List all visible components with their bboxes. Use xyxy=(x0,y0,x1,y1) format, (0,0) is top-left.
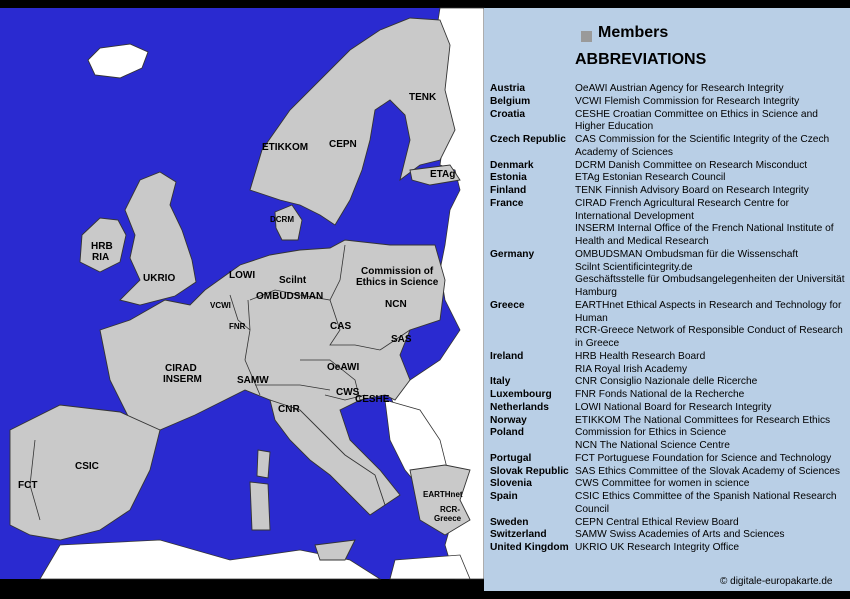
abbreviation-country: Croatia xyxy=(490,108,526,120)
map-label-cepn: CEPN xyxy=(329,139,357,150)
abbreviation-description: CESHE Croatian Committee on Ethics in Science and Higher Education xyxy=(575,108,818,133)
map-label-fct: FCT xyxy=(18,480,38,491)
members-legend-swatch xyxy=(581,31,592,42)
abbreviation-country: United Kingdom xyxy=(490,542,569,553)
map-label-samw: SAMW xyxy=(237,375,269,386)
corsica xyxy=(257,450,270,478)
abbreviation-row xyxy=(490,364,846,377)
abbreviations-list xyxy=(490,83,846,555)
map-label-lowi: LOWI xyxy=(229,270,256,281)
abbreviation-country: Slovak Republic xyxy=(490,465,569,477)
abbreviation-row xyxy=(490,542,846,555)
abbreviation-description: ETAg Estonian Research Council xyxy=(575,172,726,184)
abbreviation-description: RIA Royal Irish Academy xyxy=(575,363,688,375)
map-label-inserm: INSERM xyxy=(163,374,202,385)
abbreviation-row xyxy=(490,185,846,198)
abbreviation-row xyxy=(490,491,846,517)
abbreviation-country xyxy=(490,364,575,377)
map-label-tenk: TENK xyxy=(409,92,437,103)
abbreviation-row xyxy=(490,198,846,224)
abbreviation-row xyxy=(490,223,846,249)
map-label-vcwi: VCWI xyxy=(210,301,231,310)
abbreviation-country: Denmark xyxy=(490,159,534,171)
map-label-commission-1: Commission of xyxy=(361,266,434,277)
abbreviation-description: UKRIO UK Research Integrity Office xyxy=(575,542,739,553)
abbreviation-description: CEPN Central Ethical Review Board xyxy=(575,516,739,528)
abbreviation-description: FNR Fonds National de la Recherche xyxy=(575,389,745,400)
abbreviation-description: EARTHnet Ethical Aspects in Research and Technology for Human xyxy=(575,299,842,324)
abbreviation-row xyxy=(490,402,846,415)
abbreviation-description: SAS Ethics Committee of the Slovak Academy of Sciences xyxy=(575,465,840,477)
abbreviation-row xyxy=(490,300,846,326)
abbreviation-country: Czech Republic xyxy=(490,134,566,145)
abbreviation-description: TENK Finnish Advisory Board on Research Integrity xyxy=(575,185,809,196)
map-label-ukrio: UKRIO xyxy=(143,273,176,284)
abbreviation-description: OeAWI Austrian Agency for Research Integrity xyxy=(575,83,784,94)
abbreviation-country: Switzerland xyxy=(490,529,547,541)
abbreviation-row xyxy=(490,517,846,530)
map-label-etikkom: ETIKKOM xyxy=(262,142,309,153)
abbreviation-description: NCN The National Science Centre xyxy=(575,440,730,451)
map-label-rcr: RCR- xyxy=(440,505,460,514)
map-label-earthnet: EARTHnet xyxy=(423,490,463,499)
abbreviation-country: Portugal xyxy=(490,452,532,464)
abbreviation-row xyxy=(490,351,846,364)
map-label-ceshe: CESHE xyxy=(355,394,390,405)
abbreviation-description: FCT Portuguese Foundation for Science and Technology xyxy=(575,452,832,464)
abbreviation-row xyxy=(490,172,846,185)
abbreviation-row xyxy=(490,453,846,466)
abbreviation-description: CNR Consiglio Nazionale delle Ricerche xyxy=(575,376,758,388)
abbreviation-row xyxy=(490,96,846,109)
abbreviation-country xyxy=(490,325,575,351)
map-label-commission-2: Ethics in Science xyxy=(356,277,439,288)
abbreviation-description: Commission for Ethics in Science xyxy=(575,427,727,439)
abbreviation-country xyxy=(490,440,575,453)
abbreviation-country: Belgium xyxy=(490,95,531,107)
abbreviation-country: Germany xyxy=(490,248,535,260)
abbreviation-row xyxy=(490,529,846,542)
abbreviation-row xyxy=(490,249,846,262)
abbreviation-row xyxy=(490,478,846,491)
sardinia xyxy=(250,482,270,530)
abbreviation-country: Slovenia xyxy=(490,478,532,490)
abbreviation-description: CWS Committee for women in science xyxy=(575,478,750,490)
abbreviation-description: RCR-Greece Network of Responsible Conduct of Research in Greece xyxy=(575,325,843,349)
abbreviation-row xyxy=(490,389,846,402)
abbreviation-row xyxy=(490,134,846,160)
abbreviation-country: Netherlands xyxy=(490,401,549,413)
map-label-oeawi: OeAWI xyxy=(327,362,360,373)
abbreviation-row xyxy=(490,262,846,275)
abbreviation-description: Geschäftsstelle für Ombudsangelegenheiten der Universität Hamburg xyxy=(575,274,845,298)
map-label-dcrm: DCRM xyxy=(270,215,294,224)
abbreviation-row xyxy=(490,440,846,453)
abbreviation-row xyxy=(490,427,846,440)
abbreviation-country: Spain xyxy=(490,491,518,502)
map-label-cws: CWS xyxy=(336,387,360,398)
abbreviation-description: CIRAD French Agricultural Research Centre for International Development xyxy=(575,197,790,222)
abbreviations-title: ABBREVIATIONS xyxy=(575,51,707,68)
abbreviation-description: Scilnt Scientificintegrity.de xyxy=(575,261,693,273)
abbreviation-country: Italy xyxy=(490,376,511,388)
map-label-sas: SAS xyxy=(391,334,412,345)
abbreviation-country: Ireland xyxy=(490,350,524,362)
map-label-greece: Greece xyxy=(434,514,462,523)
abbreviation-country: France xyxy=(490,197,524,209)
map-label-cas: CAS xyxy=(330,321,352,332)
abbreviation-country: Austria xyxy=(490,83,526,94)
abbreviation-row xyxy=(490,325,846,351)
abbreviation-country: Finland xyxy=(490,185,527,196)
abbreviation-description: DCRM Danish Committee on Research Misconduct xyxy=(575,159,808,171)
abbreviation-description: CAS Commission for the Scientific Integrity of the Czech Academy of Sciences xyxy=(575,134,830,158)
abbreviation-row xyxy=(490,376,846,389)
abbreviation-country: Poland xyxy=(490,427,524,439)
map-label-etag: ETAg xyxy=(430,169,456,180)
abbreviation-description: CSIC Ethics Committee of the Spanish National Research Council xyxy=(575,491,837,515)
abbreviation-description: INSERM Internal Office of the French National Institute of Health and Medical Research xyxy=(575,223,834,247)
map-label-ncn: NCN xyxy=(385,299,407,310)
abbreviation-row xyxy=(490,466,846,479)
abbreviation-description: HRB Health Research Board xyxy=(575,350,706,362)
map-label-fnr: FNR xyxy=(229,322,246,331)
abbreviation-row xyxy=(490,274,846,300)
abbreviation-row xyxy=(490,160,846,173)
abbreviation-country: Sweden xyxy=(490,516,529,528)
abbreviation-country: Estonia xyxy=(490,172,527,184)
members-legend-label: Members xyxy=(598,24,669,41)
copyright: © digitale-europakarte.de xyxy=(720,576,833,587)
abbreviation-description: SAMW Swiss Academies of Arts and Sciences xyxy=(575,529,785,541)
map-label-cnr: CNR xyxy=(278,404,300,415)
abbreviation-description: OMBUDSMAN Ombudsman für die Wissenschaft xyxy=(575,248,799,260)
map-label-cirad: CIRAD xyxy=(165,363,197,374)
abbreviation-description: LOWI National Board for Research Integrity xyxy=(575,401,772,413)
map-label-ria: RIA xyxy=(92,252,110,263)
abbreviation-country: Luxembourg xyxy=(490,389,552,400)
abbreviation-country xyxy=(490,262,575,275)
abbreviation-country xyxy=(490,223,575,249)
abbreviation-row xyxy=(490,109,846,135)
abbreviation-country: Norway xyxy=(490,414,527,426)
abbreviation-country: Greece xyxy=(490,299,525,311)
map-label-csic: CSIC xyxy=(75,461,99,472)
abbreviation-row xyxy=(490,415,846,428)
abbreviation-description: VCWI Flemish Commission for Research Integrity xyxy=(575,95,800,107)
map-label-scilnt: Scilnt xyxy=(279,275,307,286)
map-label-hrb: HRB xyxy=(91,241,113,252)
map-label-ombudsman: OMBUDSMAN xyxy=(256,291,324,302)
abbreviation-country xyxy=(490,274,575,300)
abbreviation-description: ETIKKOM The National Committees for Research Ethics xyxy=(575,414,831,426)
abbreviation-row xyxy=(490,83,846,96)
